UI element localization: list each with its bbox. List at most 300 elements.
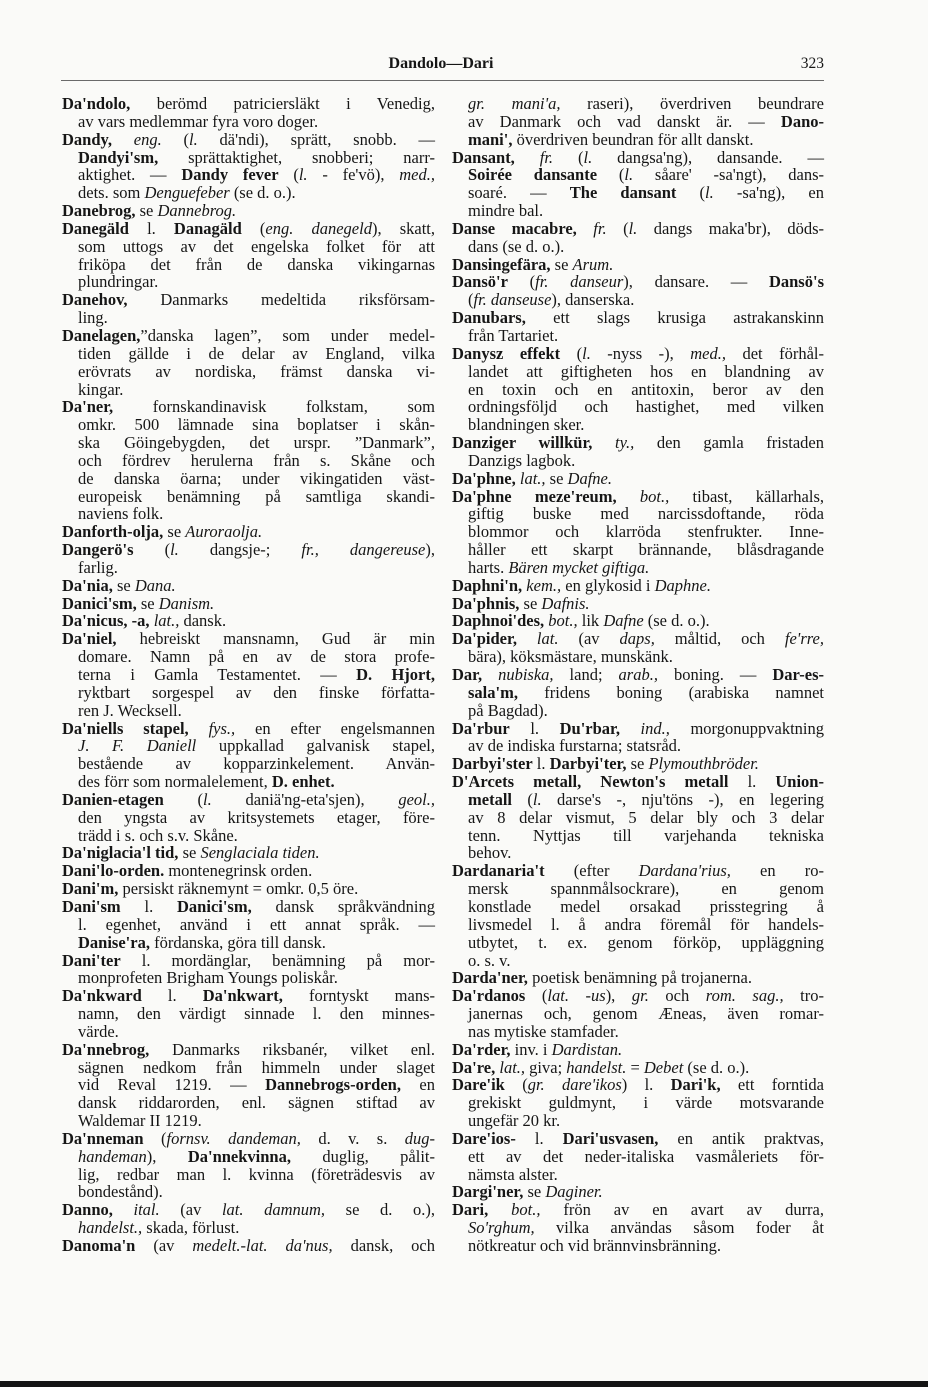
entry-line — [62, 131, 435, 149]
entry-line — [452, 898, 824, 916]
dictionary-entry — [62, 220, 435, 291]
headword: Dargi'ner, — [452, 1182, 524, 1202]
entry-line — [62, 523, 435, 541]
text-run: - fe'vö), — [307, 165, 400, 185]
text-run: ( — [241, 218, 266, 238]
text-run: erövrats av nordiska, främst danska vi- — [78, 361, 435, 381]
headword: Danubars, — [452, 308, 526, 328]
italic-text: lat., — [149, 611, 180, 631]
text-run: på Bagdad). — [468, 700, 548, 720]
entry-line — [62, 630, 435, 648]
entry-line — [452, 1112, 824, 1130]
text-run: aktighet. — — [78, 165, 182, 185]
entry-line — [452, 952, 824, 970]
text-run: l. egenhet, använd i ett annat språk. — — [78, 914, 435, 934]
headword: Dardanaria't — [452, 861, 545, 881]
bold-term: Danagäld — [173, 218, 242, 238]
text-run: soaré. — — [468, 183, 570, 203]
italic-text: fys., — [188, 718, 236, 738]
headword: Da'nnebrog, — [62, 1039, 150, 1059]
text-run: l. — [120, 896, 178, 916]
headword: Da'niel, — [62, 629, 117, 649]
text-run: ( — [676, 183, 706, 203]
text-run: se — [550, 254, 573, 274]
text-run: det förhål- — [725, 343, 824, 363]
headword: Da'nicus, -a, — [62, 611, 150, 631]
text-run: duglig, pålit- — [290, 1146, 435, 1166]
entry-line — [452, 273, 824, 291]
text-run: Waldemar II 1219. — [78, 1111, 202, 1131]
headword: Dani'sm — [62, 896, 121, 916]
dictionary-entry — [62, 987, 435, 1041]
text-run: fördanska, göra till dansk. — [149, 932, 326, 952]
entry-line — [452, 505, 824, 523]
text-run: se — [112, 575, 135, 595]
text-run: ( — [597, 165, 625, 185]
text-run: dans (se d. o.). — [468, 236, 565, 256]
text-run: ett forntida — [720, 1075, 824, 1095]
text-run: en glykosid i — [561, 575, 655, 595]
header-rule — [61, 80, 824, 81]
text-run: ), — [146, 1146, 188, 1166]
entry-line — [62, 1166, 435, 1184]
headword: Da'nkward — [62, 986, 142, 1006]
italic-text: l. — [203, 789, 212, 809]
text-run: domare. Namn på en av de stora profe- — [78, 647, 435, 667]
text-run: terna i Gamla Testamentet. — — [78, 665, 357, 684]
text-run: l. — [515, 1128, 563, 1148]
entry-line — [62, 934, 435, 952]
dictionary-entry — [62, 862, 435, 880]
italic-text: Debet — [643, 1057, 684, 1077]
italic-text: Dannebrog. — [157, 201, 237, 221]
entry-line — [452, 184, 824, 202]
entry-line — [452, 1183, 824, 1201]
bold-term: Union- — [775, 772, 824, 792]
entry-line — [62, 1148, 435, 1166]
bold-term: Dano- — [780, 111, 824, 131]
italic-text: gr. dare'ikos — [527, 1075, 622, 1095]
page-number: 323 — [800, 55, 824, 72]
entry-line — [62, 1201, 435, 1219]
entry-line — [62, 1005, 435, 1023]
headword: Daphnoi'des, — [452, 611, 545, 631]
dictionary-entry — [62, 595, 435, 613]
text-run: en efter engelsmannen — [235, 718, 435, 738]
entry-line — [62, 916, 435, 934]
dictionary-entry — [62, 1130, 435, 1201]
entry-line — [452, 648, 824, 666]
entry-line — [62, 577, 435, 595]
headword: Danelagen, — [62, 325, 141, 345]
entry-line — [452, 969, 824, 987]
text-run: ( — [511, 789, 533, 809]
italic-text: eng. danegeld — [265, 218, 372, 238]
text-run: (se d. o.). — [683, 1057, 750, 1077]
entry-line — [62, 880, 435, 898]
text-run: en antik praktvas, — [658, 1128, 824, 1148]
headword: Dansingefära, — [452, 254, 551, 274]
text-run: tiden gällde i de delar av England, vilka — [78, 343, 435, 363]
entry-line — [452, 523, 824, 541]
text-run: dangsje-; — [178, 540, 302, 560]
text-run: dansk. — [179, 611, 227, 631]
text-run: se — [626, 754, 649, 774]
entry-line — [62, 1041, 435, 1059]
headword: Da'rdanos — [452, 986, 526, 1006]
headword: Daphni'n, — [452, 575, 523, 595]
italic-text: l. — [624, 165, 634, 185]
entry-line — [452, 612, 824, 630]
bold-term: Dannebrogs-orden, — [265, 1075, 401, 1095]
bold-term: Da'nkwart, — [202, 986, 283, 1006]
text-run: ling. — [78, 308, 108, 328]
headword: Da'rder, — [452, 1039, 511, 1059]
entry-line — [452, 488, 824, 506]
italic-text: l. — [532, 789, 542, 809]
entry-line — [62, 1183, 435, 1201]
entry-line — [452, 113, 824, 131]
text-run: blommor och klarröda stenfrukter. Inne- — [468, 522, 824, 542]
entry-line — [452, 309, 824, 327]
entry-line — [452, 595, 824, 613]
dictionary-entry — [452, 987, 824, 1041]
headword: Da'ner, — [62, 397, 114, 417]
entry-line — [62, 666, 435, 684]
entry-line — [62, 648, 435, 666]
text-run: ), — [425, 540, 435, 560]
entry-line — [452, 256, 824, 274]
entry-line — [452, 630, 824, 648]
entry-line — [62, 987, 435, 1005]
entry-line — [62, 363, 435, 381]
entry-line — [452, 149, 824, 167]
running-head-title: Dandolo—Dari — [388, 55, 494, 72]
entry-line — [452, 755, 824, 773]
text-run: ett slags krusiga astrakanskinn — [525, 308, 824, 328]
entry-line — [452, 398, 824, 416]
dictionary-entry — [452, 969, 824, 987]
text-run: sprättaktighet, snobberi; narr- — [158, 147, 435, 167]
headword: Dani'lo-orden. — [62, 861, 165, 881]
text-run: av Danmark och vad danskt är. — — [468, 111, 781, 131]
dictionary-entry — [62, 95, 435, 131]
italic-text: bot., — [544, 611, 578, 631]
italic-text: l. — [170, 540, 179, 560]
dictionary-entry — [62, 720, 435, 791]
entry-line — [62, 273, 435, 291]
text-run: grekiskt guldmynt, i värde motsvarande — [468, 1093, 824, 1113]
dictionary-entry — [452, 1201, 824, 1255]
italic-text: nubiska, — [482, 665, 554, 684]
entry-line — [62, 327, 435, 345]
text-run: ren J. Wecksell. — [78, 700, 182, 720]
entry-line — [62, 862, 435, 880]
entry-line — [62, 505, 435, 523]
entry-line — [452, 291, 824, 309]
text-run: se — [519, 593, 542, 613]
text-run: dets. som — [78, 183, 145, 203]
entry-line — [452, 470, 824, 488]
text-run: ), danserska. — [551, 290, 635, 310]
dictionary-entry — [452, 273, 824, 309]
bold-term: Dar-es- — [772, 665, 824, 684]
italic-text: fr. — [514, 147, 554, 167]
headword: Dansant, — [452, 147, 515, 167]
text-run: som uttogs av det engelska folket för att — [78, 236, 435, 256]
headword: Da'niells stapel, — [62, 718, 189, 738]
italic-text: l. — [628, 218, 638, 238]
entry-line — [452, 827, 824, 845]
entry-line — [62, 470, 435, 488]
dictionary-entry — [452, 1183, 824, 1201]
entry-line — [452, 1076, 824, 1094]
text-run: ( — [161, 129, 190, 149]
text-run: fridens boning (arabiska namnet — [517, 682, 824, 702]
bold-term: D. Hjort, — [356, 665, 435, 684]
text-run: en ro- — [730, 861, 824, 881]
left-column — [62, 95, 435, 1255]
entry-line — [62, 755, 435, 773]
entry-line — [62, 452, 435, 470]
entry-line — [452, 987, 824, 1005]
text-run: se — [136, 593, 159, 613]
headword: Danforth-olja, — [62, 522, 164, 542]
italic-text: med., — [399, 165, 435, 185]
entry-line — [452, 238, 824, 256]
entry-line — [62, 595, 435, 613]
entry-line — [452, 666, 824, 684]
text-run: dansk, och — [332, 1236, 435, 1255]
text-run: ordningsföljd och hastighet, med vilken — [468, 397, 824, 417]
italic-text: bot., — [616, 486, 670, 506]
italic-text: eng. — [111, 129, 162, 149]
entry-line — [62, 702, 435, 720]
italic-text: lat. — [516, 629, 559, 649]
dictionary-entry — [62, 398, 435, 523]
text-run: vilka användas såsom foder åt — [534, 1218, 824, 1238]
italic-text: fr., dangereuse — [301, 540, 426, 560]
headword: Danien-etagen — [62, 789, 164, 809]
text-run: poetisk benämning på trojanerna. — [527, 968, 752, 988]
entry-line — [452, 1130, 824, 1148]
text-run: blandningen sker. — [468, 415, 585, 435]
entry-line — [452, 1166, 824, 1184]
italic-text: l. — [705, 183, 714, 203]
entry-line — [62, 113, 435, 131]
running-head — [0, 54, 928, 74]
bold-term: mani', — [468, 129, 513, 149]
headword: Dar, — [452, 665, 483, 684]
text-run: skada, förlust. — [142, 1218, 240, 1238]
entry-line — [62, 1112, 435, 1130]
text-run: -sa'ng), en — [713, 183, 824, 203]
entry-line — [452, 737, 824, 755]
entry-line — [62, 149, 435, 167]
italic-text: lat. damnum, — [221, 1200, 326, 1220]
dictionary-entry — [62, 1041, 435, 1130]
italic-text: Dafne. — [567, 468, 612, 488]
text-run: des förr som normalelement, — [78, 772, 272, 792]
text-run: utbytet, t. ex. genom förköp, uppläggning — [468, 932, 824, 952]
text-run: boning. — — [657, 665, 773, 684]
entry-line — [452, 202, 824, 220]
entry-line — [452, 862, 824, 880]
headword: Da'ndolo, — [62, 94, 131, 113]
text-run: bondestånd). — [78, 1182, 163, 1202]
dictionary-entry — [452, 773, 824, 862]
entry-line — [452, 559, 824, 577]
text-run: se — [163, 522, 186, 542]
dictionary-entry — [452, 666, 824, 720]
entry-line — [452, 1237, 824, 1255]
headword: Dani'm, — [62, 879, 119, 899]
dictionary-entry — [452, 256, 824, 274]
text-run: land; — [553, 665, 619, 684]
text-run: namn, den värdigt sinnade l. den minnes- — [78, 1004, 435, 1024]
italic-text: dug- — [404, 1128, 436, 1148]
bold-term: D. enhet. — [271, 772, 335, 792]
text-run: dansk riddarorden, enl. sägnen stiftad av — [78, 1093, 435, 1113]
entry-line — [452, 166, 824, 184]
italic-text: Dafne — [603, 611, 644, 631]
headword: D'Arcets metall, Newton's metall — [452, 772, 729, 792]
text-run: från Tartariet. — [468, 325, 559, 345]
text-run: harts. — [468, 557, 509, 577]
text-run: se — [545, 468, 568, 488]
dictionary-entry — [452, 1076, 824, 1130]
bold-term: Du'rbar, — [559, 718, 620, 738]
text-run: montenegrinsk orden. — [164, 861, 313, 881]
italic-text: Daginer. — [545, 1182, 603, 1202]
entry-line — [452, 1023, 824, 1041]
text-run: monprofeten Brigham Youngs poliskår. — [78, 968, 338, 988]
entry-line — [62, 952, 435, 970]
text-run: l. — [728, 772, 776, 792]
italic-text: l. — [189, 129, 198, 149]
text-run: ), — [605, 986, 632, 1006]
text-run: giftig buske med narcissdoftande, röda — [468, 504, 824, 524]
dictionary-entry — [62, 291, 435, 327]
text-run: tibast, källarhals, — [669, 486, 824, 506]
headword: Dare'ik — [452, 1075, 505, 1095]
dictionary-entry — [62, 131, 435, 202]
text-run: tro- — [783, 986, 824, 1006]
text-run: morgonuppvaktning — [669, 718, 824, 738]
bold-term: Danici'sm, — [177, 896, 252, 916]
headword: Danebrog, — [62, 201, 136, 221]
text-run: landet att giftigheten hos en blandning av — [468, 361, 824, 381]
text-run: mindre bal. — [468, 201, 544, 221]
italic-text: handelst., — [78, 1218, 143, 1238]
text-run: ungefär 20 kr. — [468, 1111, 561, 1131]
text-run: ryktbart sorgespel av den finske författa- — [78, 682, 435, 702]
italic-text: gr. mani'a, — [468, 94, 561, 113]
entry-line — [62, 827, 435, 845]
headword: Da'phnis, — [452, 593, 520, 613]
entry-line — [452, 1219, 824, 1237]
entry-line — [62, 1237, 435, 1255]
dictionary-entry — [452, 720, 824, 756]
text-run: håller ett skarpt brännande, blåsdragande — [468, 540, 824, 560]
entry-line — [452, 720, 824, 738]
right-column — [452, 95, 824, 1255]
text-run: ( — [507, 272, 536, 292]
text-run: kingar. — [78, 379, 124, 399]
italic-text: handelst. — [566, 1057, 627, 1077]
italic-text: fr. — [576, 218, 607, 238]
entry-line — [62, 541, 435, 559]
dictionary-entry — [452, 755, 824, 773]
entry-line — [62, 345, 435, 363]
text-run: giva; — [525, 1057, 567, 1077]
italic-text: fr. danseur — [535, 272, 624, 292]
entry-line — [452, 327, 824, 345]
entry-line — [62, 612, 435, 630]
text-run: hebreiskt mansnamn, Gud är min — [116, 629, 435, 649]
bold-term: Da'nnekvinna, — [187, 1146, 291, 1166]
text-run: vid Reval 1219. — — [78, 1075, 266, 1095]
italic-text: bot., — [488, 1200, 541, 1220]
text-run: se — [135, 201, 158, 221]
entry-line — [62, 684, 435, 702]
entry-line — [62, 256, 435, 274]
dictionary-entry — [62, 327, 435, 398]
headword: Da're, — [452, 1057, 496, 1077]
text-run: omkr. 500 lämnade sina boplatser i skån- — [78, 415, 435, 435]
dictionary-entry — [62, 202, 435, 220]
text-run: (av — [558, 629, 620, 649]
text-run: Danmarks medeltida riksförsam- — [127, 290, 435, 310]
text-run: friköpa det från de danska vikingarnas — [78, 254, 435, 274]
italic-text: Dardana'rius, — [638, 861, 731, 881]
text-run: såare' -sa'ngt), dans- — [633, 165, 825, 185]
italic-text: ind., — [619, 718, 670, 738]
dictionary-entry — [62, 1237, 435, 1255]
headword: Da'phne meze'reum, — [452, 486, 617, 506]
text-run: trädd i s. och s.v. Skåne. — [78, 825, 238, 845]
text-run: av 8 delar vismut, 5 delar bly och 3 delar — [468, 807, 824, 827]
italic-text: Daphne. — [654, 575, 711, 595]
italic-text: Dana. — [134, 575, 176, 595]
dictionary-entry — [62, 791, 435, 845]
entry-line — [62, 1023, 435, 1041]
text-run: ( — [163, 789, 203, 809]
entry-line — [62, 381, 435, 399]
italic-text: lat. -us — [547, 986, 606, 1006]
entry-line — [62, 434, 435, 452]
dictionary-entry — [452, 1041, 824, 1059]
dictionary-entry — [452, 595, 824, 613]
entry-line — [452, 1201, 824, 1219]
entry-line — [62, 898, 435, 916]
italic-text: fe'rre, — [784, 629, 825, 649]
text-run: ( — [525, 986, 548, 1006]
entry-line — [452, 934, 824, 952]
entry-line — [452, 684, 824, 702]
dictionary-entry — [62, 630, 435, 719]
italic-text: l. — [298, 165, 308, 185]
text-run: mersk spannmålsockrare), en genom — [468, 879, 824, 899]
entry-line — [452, 916, 824, 934]
entry-line — [62, 166, 435, 184]
entry-line — [452, 416, 824, 434]
text-run: ( — [553, 147, 584, 167]
bold-term: Dari'k, — [670, 1075, 721, 1095]
text-run: persiskt räknemynt = omkr. 0,5 öre. — [118, 879, 359, 899]
text-run: dä'ndi), sprätt, snobb. — — [197, 129, 435, 149]
entry-line — [452, 434, 824, 452]
